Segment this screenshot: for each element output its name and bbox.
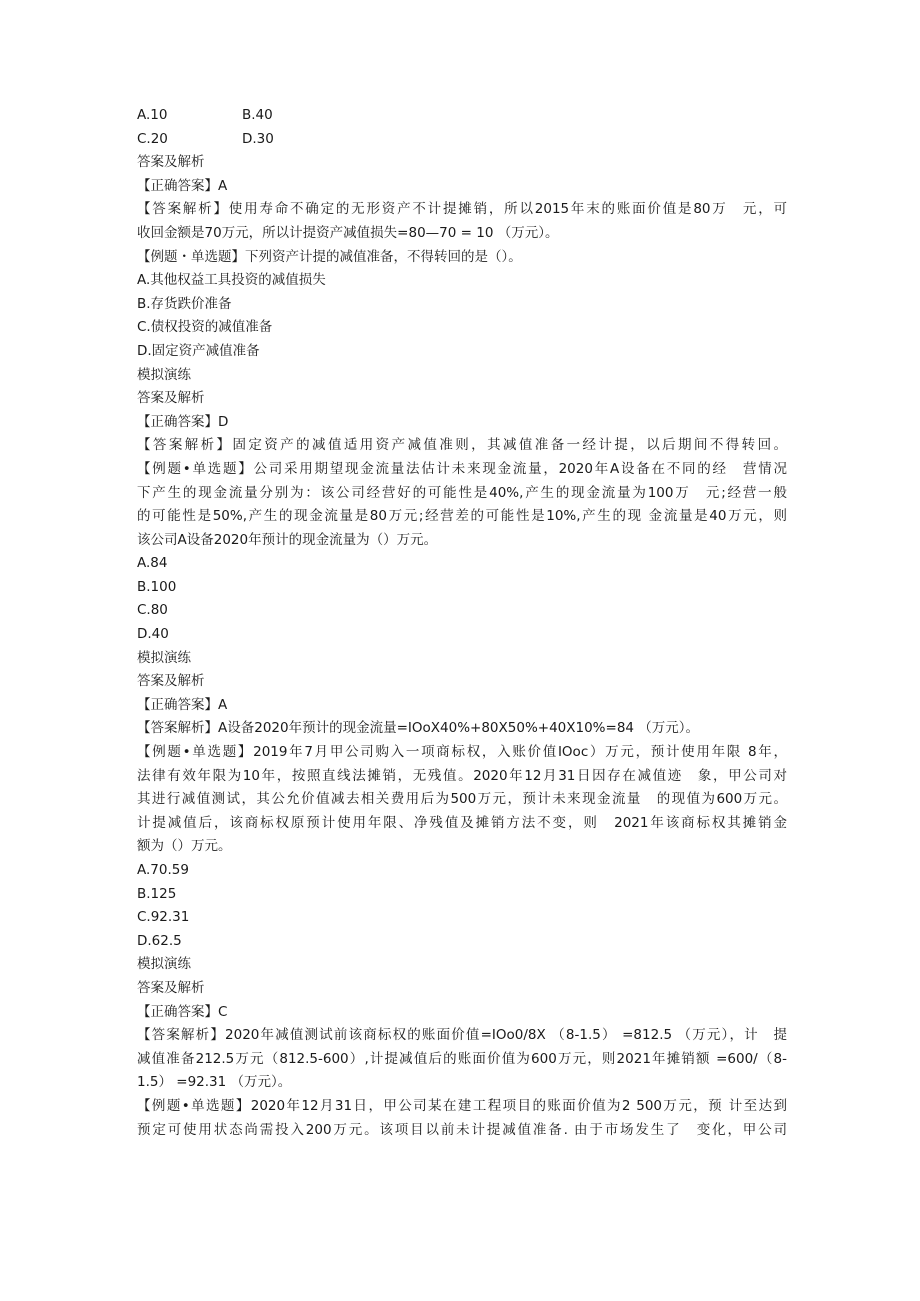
correct-answer: 【正确答案】A	[137, 696, 228, 713]
option-d: D.30	[242, 130, 274, 147]
option-b: B.存货跌价准备	[137, 295, 232, 312]
question-stem-cont: 其进行减值测试，其公允价值减去相关费用后为500万元，预计未来现金流量 的现值为600万元。	[137, 791, 787, 808]
practice-heading: 模拟演练	[137, 649, 191, 666]
option-a: A.70.59	[137, 862, 189, 878]
answer-explanation: 【答案解析】A设备2020年预计的现金流量=IOoX40%+80X50%+40X10%=84 （万元）。	[137, 720, 700, 737]
option-b: B.40	[242, 107, 273, 123]
practice-heading: 模拟演练	[137, 366, 191, 383]
question-stem-cont: 下产生的现金流量分别为：该公司经营好的可能性是40%,产生的现金流量为100万 元;经营一般	[137, 484, 787, 501]
practice-heading: 模拟演练	[137, 956, 191, 973]
answer-explanation: 【答案解析】使用寿命不确定的无形资产不计提摊销，所以2015年末的账面价值是80万 元，可	[137, 201, 787, 218]
correct-answer: 【正确答案】C	[137, 1003, 228, 1020]
question-stem-cont: 的可能性是50%,产生的现金流量是80万元;经营差的可能性是10%,产生的现 金流量是40万元，则	[137, 508, 787, 525]
option-a: A.84	[137, 555, 168, 572]
option-b: B.125	[137, 885, 177, 902]
option-c: C.债权投资的减值准备	[137, 319, 273, 336]
correct-answer: 【正确答案】A	[137, 177, 228, 194]
option-d: D.40	[137, 626, 169, 643]
options-row-2	[137, 128, 787, 152]
option-a: A.其他权益工具投资的减值损失	[137, 272, 326, 289]
option-d: D.固定资产减值准备	[137, 342, 260, 359]
answer-heading: 答案及解析	[137, 154, 205, 171]
correct-answer: 【正确答案】D	[137, 413, 229, 430]
question-stem-cont: 计提减值后，该商标权原预计使用年限、净残值及摊销方法不变，则 2021年该商标权其摊销金	[137, 814, 787, 831]
option-c: C.92.31	[137, 909, 190, 926]
answer-heading: 答案及解析	[137, 979, 205, 996]
answer-heading: 答案及解析	[137, 673, 205, 690]
option-d: D.62.5	[137, 932, 182, 949]
document-page	[137, 104, 787, 1142]
answer-heading: 答案及解析	[137, 390, 205, 407]
option-c: C.80	[137, 602, 168, 619]
question-stem: 【例题・单选题】下列资产计提的减值准备，不得转回的是（）。	[137, 248, 522, 265]
options-row-1	[137, 104, 787, 128]
question-stem: 【例题•单选题】2019年7月甲公司购入一项商标权，入账价值IOoc）万元，预计使用年限 8年，	[137, 744, 787, 761]
question-stem-cont: 预定可使用状态尚需投入200万元。该项目以前未计提减值准备. 由于市场发生了 变化，甲公司	[137, 1121, 787, 1138]
answer-explanation: 【答案解析】固定资产的减值适用资产减值准则，其减值准备一经计提，以后期间不得转回。	[137, 437, 787, 454]
option-c: C.20	[137, 130, 168, 147]
answer-explanation: 【答案解析】2020年减值测试前该商标权的账面价值=IOo0/8X （8-1.5） =812.5 （万元），计 提	[137, 1027, 787, 1044]
question-stem: 【例题•单选题】公司采用期望现金流量法估计未来现金流量，2020年A设备在不同的经 营情况	[137, 460, 787, 477]
option-b: B.100	[137, 578, 177, 595]
question-stem: 【例题•单选题】2020年12月31日，甲公司某在建工程项目的账面价值为2 500万元，预 计至达到	[137, 1097, 787, 1114]
answer-explanation-cont: 减值准备212.5万元（812.5-600）,计提减值后的账面价值为600万元，则2021年摊销额 =600/（8-	[137, 1050, 787, 1067]
question-stem-cont: 法律有效年限为10年，按照直线法摊销，无残值。2020年12月31日因存在减值迹 象，甲公司对	[137, 767, 787, 784]
answer-explanation-cont: 收回金额是70万元，所以计提资产减值损失=80—70 = 10 （万元）。	[137, 224, 559, 241]
answer-explanation-cont: 1.5） =92.31 （万元）。	[137, 1074, 292, 1091]
question-stem-cont: 额为（）万元。	[137, 838, 232, 855]
option-a: A.10	[137, 107, 168, 123]
question-stem-cont: 该公司A设备2020年预计的现金流量为（）万元。	[137, 531, 438, 548]
